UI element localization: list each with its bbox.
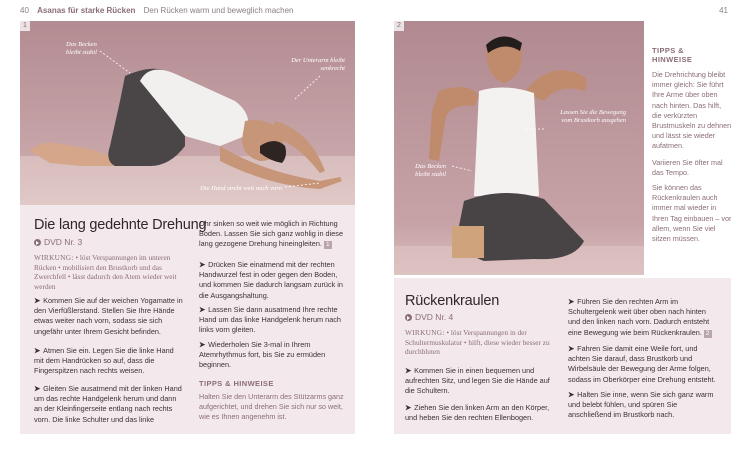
step-text: Ohr sinken so weit wie möglich in Richtung Boden. Lassen Sie sich ganz wohlig in diese lang gezogene Drehung hineingleiten. — [199, 219, 344, 249]
step-4 — [199, 260, 344, 301]
step-6 — [199, 340, 344, 371]
wirkung-label: WIRKUNG: — [405, 328, 445, 337]
step-2 — [405, 403, 557, 423]
photo-reference-2: 2 — [705, 329, 710, 337]
side-tips-heading — [652, 46, 742, 64]
wirkung-text — [34, 253, 184, 291]
step-5 — [199, 305, 344, 336]
arrow-icon: ➤ — [34, 384, 41, 393]
page-number-right: 41 — [719, 6, 728, 15]
step-2 — [34, 346, 184, 377]
step-1 — [34, 296, 184, 337]
step-1 — [405, 366, 557, 397]
caption-unterarm: Der Unterarm bleibt senkrecht — [291, 57, 345, 72]
step-3 — [568, 297, 718, 338]
wirkung-description: • löst Verspannungen in der Schultermuskulatur • hilft, diese wieder besser zu durchbluten — [405, 328, 550, 357]
tips-text: Halten Sie den Unterarm des Stützarms ganz aufgerichtet, und drehen Sie sich nur so weit, wie es Ihnen angenehm ist. — [199, 392, 344, 422]
tips-heading: TIPPS & HINWEISE — [199, 379, 274, 388]
caption-hand: Die Hand strebt weit nach vorn — [200, 185, 282, 192]
step-4 — [568, 344, 718, 385]
exercise-title: Die lang gedehnte Drehung — [34, 217, 207, 233]
arrow-icon: ➤ — [568, 297, 575, 306]
exercise-title: Rückenkraulen — [405, 293, 500, 309]
side-tips-text-2: Variieren Sie öfter mal das Tempo. — [652, 158, 723, 178]
step-text: Kommen Sie auf der weichen Yogamatte in den Vierfüßlerstand. Stellen Sie Ihre Hände etwas weiter nach vorn, sodass sie sich ungefähr unter Ihrem Gesicht befinden. — [34, 296, 183, 336]
step-text: Ziehen Sie den linken Arm an den Körper, und heben Sie den rechten Ellenbogen. — [405, 403, 550, 423]
step-5 — [568, 390, 718, 421]
section-title: Asanas für starke Rücken — [37, 6, 136, 15]
caption-becken: Das Becken bleibt stabil — [415, 163, 446, 178]
arrow-icon: ➤ — [34, 346, 41, 355]
wirkung-description: • löst Verspannungen im unteren Rücken • mobilisiert den Brustkorb und das Zwerchfell • lässt dadurch den Atem wieder weit werden — [34, 253, 177, 291]
dvd-label: DVD Nr. 4 — [415, 312, 454, 322]
arrow-icon: ➤ — [199, 305, 206, 314]
arrow-icon: ➤ — [405, 403, 412, 412]
photo-reference-1: 1 — [325, 241, 330, 249]
arrow-icon: ➤ — [199, 340, 206, 349]
section-subtitle: Den Rücken warm und beweglich machen — [143, 6, 294, 15]
step-text: Drücken Sie einatmend mit der rechten Handwurzel fest in oder gegen den Boden, und kommen Sie dadurch langsam zurück in die Ausgangshaltung. — [199, 260, 343, 300]
dvd-icon — [405, 314, 412, 321]
dvd-icon — [34, 239, 41, 246]
side-tips-text-1: Die Drehrichtung bleibt immer gleich: Sie führt Ihre Arme über oben nach hinten. Das hilft, die verkürzten Brustmuskeln zu dehnen und lässt sie wieder aufatmen. — [652, 70, 732, 151]
caption-bewegung: Lassen Sie die Bewegung vom Brustkorb ausgehen — [560, 109, 626, 124]
arrow-icon: ➤ — [568, 344, 575, 353]
photo-number: 2 — [394, 21, 404, 31]
step-text: Atmen Sie ein. Legen Sie die linke Hand mit dem Handrücken so auf, dass die Fingerspitzen nach rechts weisen. — [34, 346, 174, 376]
arrow-icon: ➤ — [405, 366, 412, 375]
side-tips-heading-line1: TIPPS & — [652, 46, 684, 55]
caption-becken: Das Becken bleibt stabil — [66, 41, 97, 56]
photo-drehung — [20, 21, 355, 205]
step-text: Kommen Sie in einen bequemen und aufrechten Sitz, und legen Sie die Hände auf die Schultern. — [405, 366, 550, 396]
step-text: Lassen Sie dann ausatmend Ihre rechte Hand um das linke Handgelenk herum nach links vorn gleiten. — [199, 305, 341, 335]
step-text: Gleiten Sie ausatmend mit der linken Hand um das rechte Handgelenk herum und dann an der Kleinfingerseite entlang nach rechts vorn. Die linke Schulter und das linke — [34, 384, 182, 424]
arrow-icon: ➤ — [199, 260, 206, 269]
dvd-reference — [405, 312, 453, 322]
photo-number: 1 — [20, 21, 30, 31]
side-tips-heading-line2: HINWEISE — [652, 55, 693, 64]
step-text: Fahren Sie damit eine Weile fort, und achten Sie darauf, dass Brustkorb und Wirbelsäule der Bewegung der Arme folgen, sodass im Oberkörper eine Drehung entsteht. — [568, 344, 716, 384]
photo-rueckenkraulen-illustration — [394, 21, 644, 275]
step-text: Wiederholen Sie 3-mal in Ihrem Atemrhythmus fort, bis Sie zu ermüden beginnen. — [199, 340, 326, 370]
dvd-label: DVD Nr. 3 — [44, 237, 83, 247]
step-3-continued — [199, 219, 344, 250]
side-tips-text-3: Sie können das Rückenkraulen auch immer mal wieder in Ihren Tag einbauen – vor allem, wenn Sie viel sitzen müssen. — [652, 183, 732, 244]
running-header-left — [20, 6, 294, 15]
wirkung-text — [405, 328, 557, 357]
step-3 — [34, 384, 184, 425]
page-number-left: 40 — [20, 6, 29, 15]
wirkung-label: WIRKUNG: — [34, 253, 74, 262]
photo-rueckenkraulen — [394, 21, 644, 275]
arrow-icon: ➤ — [34, 296, 41, 305]
dvd-reference — [34, 237, 82, 247]
step-text: Führen Sie den rechten Arm im Schultergelenk weit über oben nach hinten und den linken nach vorn. Dadurch entsteht eine Bewegung wie beim Rückenkraulen. — [568, 297, 710, 337]
step-text: Halten Sie inne, wenn Sie sich ganz warm und belebt fühlen, und spüren Sie anschließend im Brustkorb nach. — [568, 390, 714, 420]
arrow-icon: ➤ — [568, 390, 575, 399]
